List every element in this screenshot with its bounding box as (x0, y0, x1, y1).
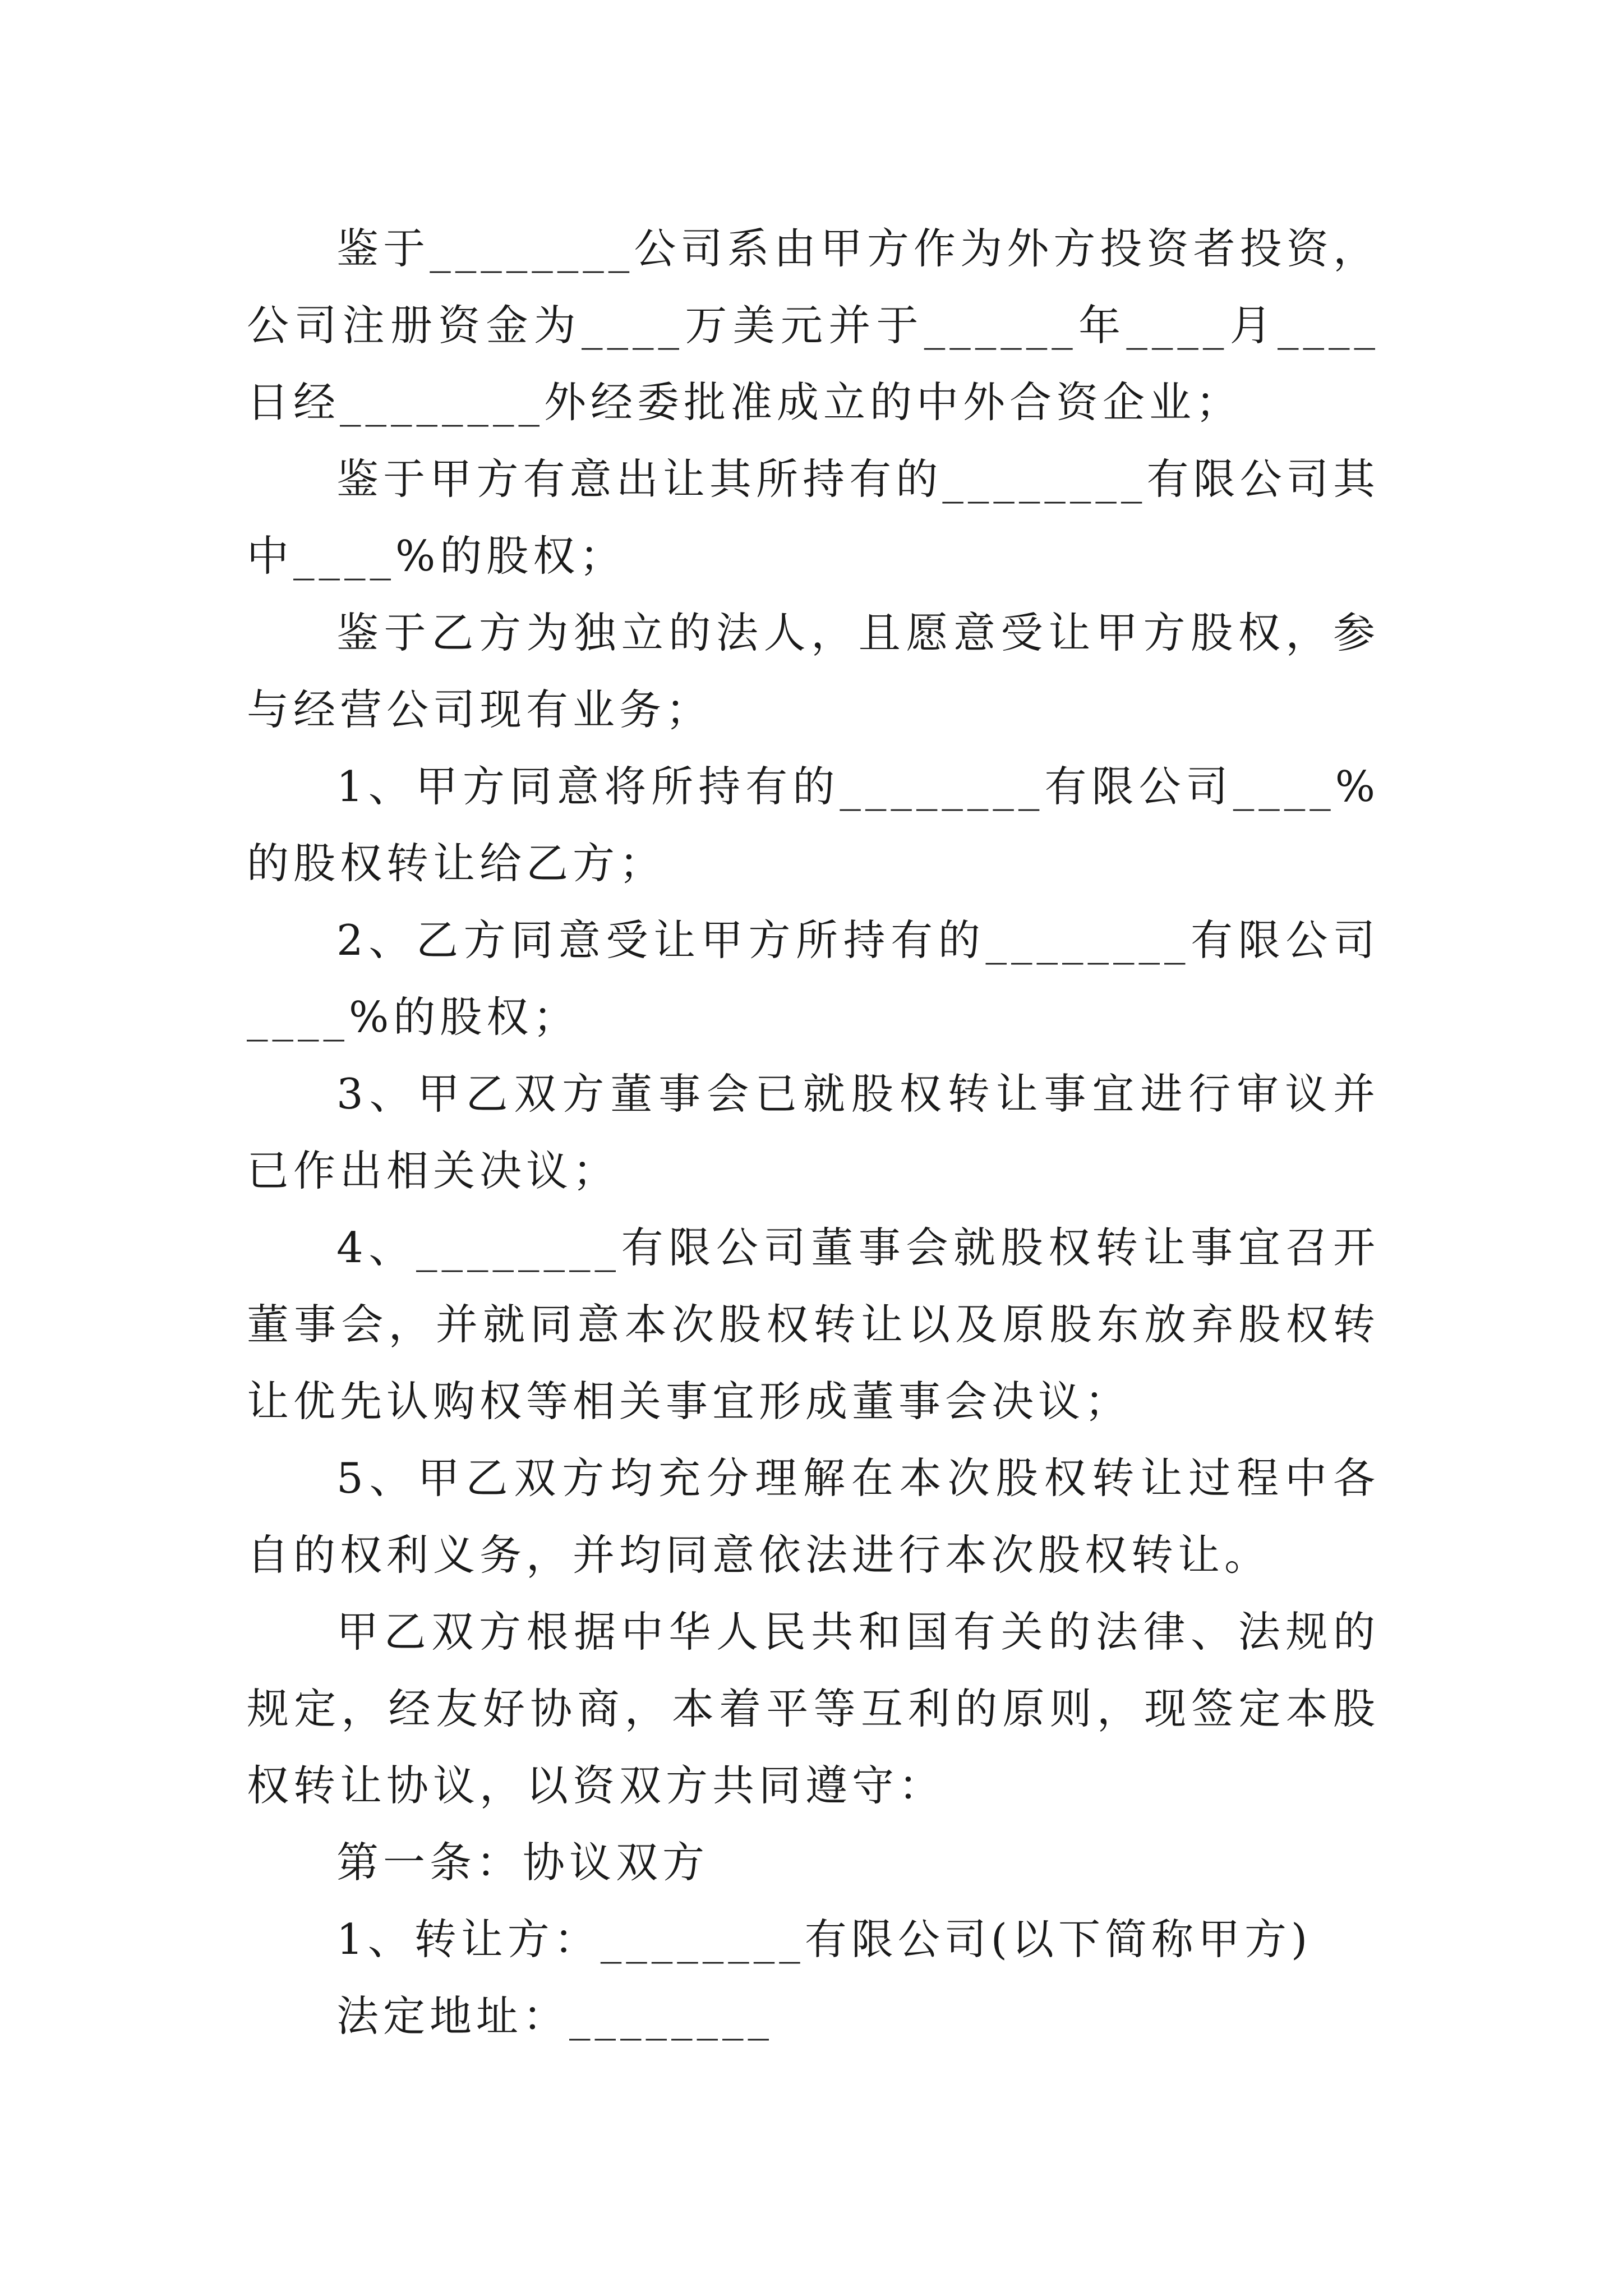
transferor-line: 1、转让方：________有限公司(以下简称甲方) (336, 1915, 1312, 1964)
paragraph-item-3: 3、甲乙双方董事会已就股权转让事宜进行审议并已作出相关决议； (247, 1069, 1380, 1195)
paragraph-recital-2: 鉴于甲方有意出让其所持有的________有限公司其中____%的股权； (247, 454, 1380, 581)
legal-address-line: 法定地址：________ (336, 1991, 774, 2041)
paragraph-recital-1: 鉴于________公司系由甲方作为外方投资者投资，公司注册资金为____万美元并于______年____月____日经________外经委批准成立的中外合资企业； (247, 224, 1380, 427)
paragraph-recital-3: 鉴于乙方为独立的法人，且愿意受让甲方股权，参与经营公司现有业务； (247, 608, 1380, 734)
document-body (247, 210, 1380, 2055)
paragraph-agreement-intro: 甲乙双方根据中华人民共和国有关的法律、法规的规定，经友好协商，本着平等互利的原则，现签定本股权转让协议，以资双方共同遵守： (247, 1607, 1380, 1810)
paragraph-item-2: 2、乙方同意受让甲方所持有的________有限公司____%的股权； (247, 915, 1380, 1042)
paragraph-item-4: 4、________有限公司董事会就股权转让事宜召开董事会，并就同意本次股权转让以及原股东放弃股权转让优先认购权等相关事宜形成董事会决议； (247, 1223, 1380, 1426)
paragraph-item-5: 5、甲乙双方均充分理解在本次股权转让过程中各自的权利义务，并均同意依法进行本次股权转让。 (247, 1453, 1380, 1580)
paragraph-item-1: 1、甲方同意将所持有的________有限公司____%的股权转让给乙方； (247, 762, 1380, 888)
article-1-heading: 第一条：协议双方 (336, 1838, 709, 1887)
